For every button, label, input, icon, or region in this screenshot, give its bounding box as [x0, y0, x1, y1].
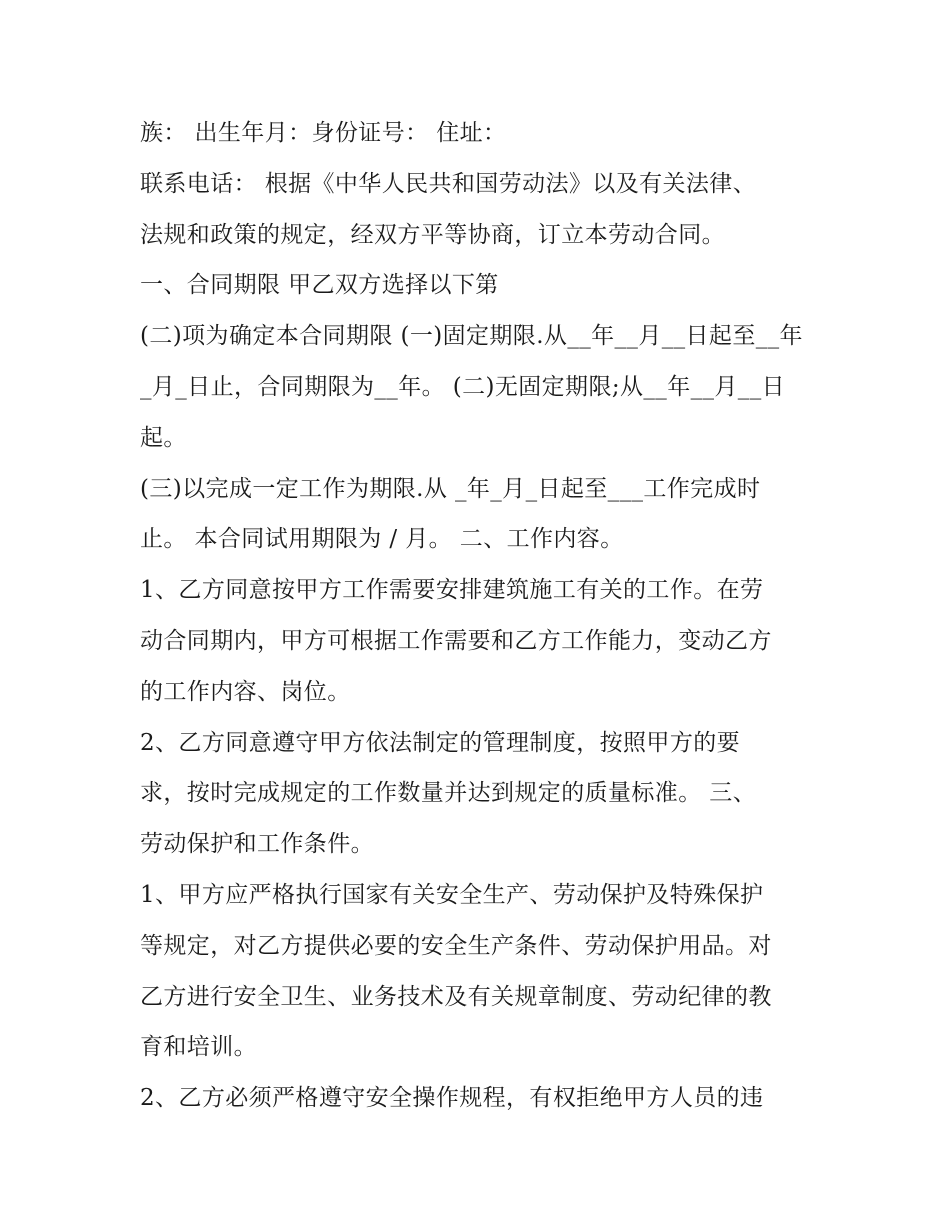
text-line: 2、乙方同意遵守甲方依法制定的管理制度，按照甲方的要 — [140, 729, 741, 756]
text-line: 2、乙方必须严格遵守安全操作规程，有权拒绝甲方人员的违 — [140, 1085, 764, 1112]
text-line: 一、合同期限 甲乙双方选择以下第 — [140, 272, 499, 299]
contract-text — [140, 108, 830, 1124]
text-line: 族： 出生年月：身份证号： 住址： — [140, 120, 507, 146]
text-line: (三)以完成一定工作为期限.从 _年_月_日起至___工作完成时 — [140, 475, 761, 502]
text-line: 1、乙方同意按甲方工作需要安排建筑施工有关的工作。在劳 — [140, 577, 764, 604]
text-line: 乙方进行安全卫生、业务技术及有关规章制度、劳动纪律的教 — [140, 983, 772, 1010]
text-line: 法规和政策的规定，经双方平等协商，订立本劳动合同。 — [140, 221, 725, 248]
text-line: (二)项为确定本合同期限 (一)固定期限.从__年__月__日起至__年 — [140, 323, 803, 350]
text-line: 起。 — [140, 424, 187, 451]
text-line: 等规定，对乙方提供必要的安全生产条件、劳动保护用品。对 — [140, 932, 772, 959]
text-line: 联系电话： 根据《中华人民共和国劳动法》以及有关法律、 — [140, 170, 757, 197]
text-line: 劳动保护和工作条件。 — [140, 831, 374, 858]
text-line: _月_日止，合同期限为__年。 (二)无固定期限;从__年__月__日 — [140, 373, 786, 400]
text-line: 动合同期内，甲方可根据工作需要和乙方工作能力，变动乙方 — [140, 627, 772, 654]
text-line: 育和培训。 — [140, 1034, 257, 1061]
text-line: 求，按时完成规定的工作数量并达到规定的质量标准。 三、 — [140, 780, 757, 807]
text-line: 的工作内容、岗位。 — [140, 678, 351, 705]
text-line: 止。 本合同试用期限为 / 月。 二、工作内容。 — [140, 526, 624, 553]
text-line: 1、甲方应严格执行国家有关安全生产、劳动保护及特殊保护 — [140, 881, 764, 908]
